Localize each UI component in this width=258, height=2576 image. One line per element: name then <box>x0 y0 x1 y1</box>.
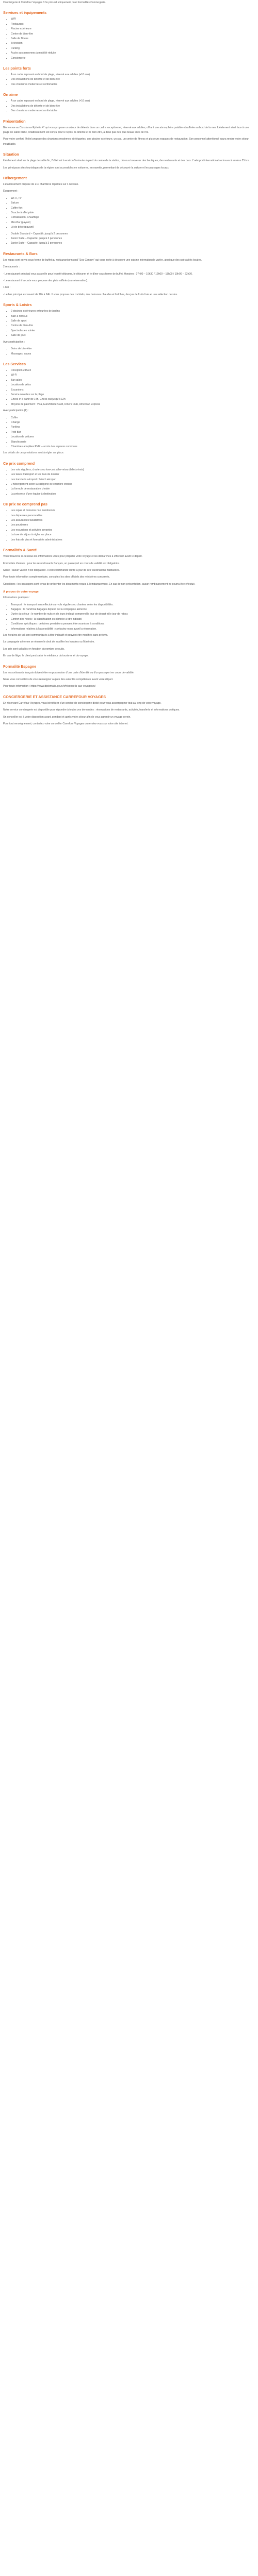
hebergement-sub: Équipement : <box>3 190 19 193</box>
sports-paid-list <box>3 347 255 357</box>
formalites-paragraph: Pour toute information complémentaire, consultez les sites officiels des ministères concernés. <box>3 575 110 579</box>
hebergement-intro: L'établissement dispose de 210 chambres réparties sur 4 niveaux. <box>3 182 79 186</box>
list-item: • Service navettes sur la plage <box>11 393 255 397</box>
list-item: • Durée du séjour : le nombre de nuits et de jours indiqué comprend le jour de départ et le jour de retour. <box>11 612 255 617</box>
presentation-paragraph: Pour votre confort, l'hôtel propose des chambres modernes et élégantes, une piscine extérieure, un spa, un centre de fitness et plusieurs espaces de restauration. Son personnel attentionné saura rendre votre séjour inoubliable. <box>3 138 249 146</box>
list-item: • Massages, sauna <box>11 352 255 357</box>
list-item: • Transport : le transport sera effectué sur vols réguliers ou charters selon les disponibilités. <box>11 603 255 607</box>
situation-paragraph: Les principaux sites touristiques de la région sont accessibles en voiture ou en navette, permettant de découvrir la culture et les paysages locaux. <box>3 166 170 170</box>
apropos-paragraph: Les prix sont calculés en fonction du nombre de nuits. <box>3 647 65 651</box>
list-item: • Coffre <box>11 416 255 420</box>
list-item: • Salle de fitness <box>11 37 255 41</box>
formalites-paragraph: Formalités d'entrée : pour les ressortissants français, un passeport en cours de validité est obligatoire. <box>3 562 120 565</box>
list-item: • Informations relatives à l'accessibilité : contactez-nous avant la réservation. <box>11 627 255 632</box>
conciergerie-paragraph: En réservant Carrefour Voyages, vous bénéficiez d'un service de conciergerie dédié pour vous accompagner tout au long de votre voyage. <box>3 701 162 705</box>
list-item: • Centre de bien-être <box>11 324 255 328</box>
list-item: • Les dépenses personnelles <box>11 514 255 518</box>
points-forts-list <box>3 73 255 87</box>
restaurants-paragraph: - Le bar principal est ouvert de 10h à 24h. Il vous propose des cocktails, des boissons chaudes et fraîches, des jus de fruits frais et une sélection de vins. <box>3 293 178 296</box>
section-title-conciergerie: CONCIERGERIE ET ASSISTANCE CARREFOUR VOYAGES <box>3 694 106 699</box>
espagne-paragraph: Pour toute information : https://www.diplomatie.gouv.fr/fr/conseils-aux-voyageurs/ <box>3 685 96 688</box>
restaurants-paragraph: - Le restaurant principal vous accueille pour le petit-déjeuner, le déjeuner et le dîner sous forme de buffet. Horaires : 07h00 – 10h30 / 12h00 – 15h00 / 19h00 – 22h00. <box>3 272 193 276</box>
restaurants-paragraph: - Le restaurant à la carte vous propose des plats raffinés (sur réservation). <box>3 279 88 283</box>
section-title-hebergement: Hébergement <box>3 175 27 180</box>
list-item: • Des installations de détente et de bien-être <box>11 77 255 82</box>
list-item: • Des chambres modernes et confortables <box>11 109 255 113</box>
list-item: • Petit-Bar <box>11 430 255 435</box>
list-item: • Les vols réguliers, charters ou low-cost aller-retour (billets émis) <box>11 468 255 472</box>
section-title-formalites-sante: Formalités & Santé <box>3 548 37 553</box>
list-item: • WiFi <box>11 17 255 22</box>
restaurants-paragraph: 2 restaurants : <box>3 265 20 269</box>
restaurants-paragraph: Les repas sont servis sous forme de buffet au restaurant principal "Sea Canopy" qui vous invite à découvrir une cuisine internationale variée, ainsi que des spécialités locales. <box>3 258 202 262</box>
apropos-paragraph: En cas de litige, le client peut saisir le médiateur du tourisme et du voyage. <box>3 654 89 658</box>
list-item: • Salle de jeux <box>11 333 255 338</box>
list-item: • Wi-Fi, TV <box>11 196 255 201</box>
list-item: • Les assurances facultatives <box>11 518 255 523</box>
list-item: • Confort des hôtels : la classification est donnée à titre indicatif. <box>11 617 255 622</box>
conciergerie-paragraph: Notre service conciergerie est disponible pour répondre à toutes vos demandes : réservations de restaurants, activités, transferts et informations pratiques. <box>3 708 180 712</box>
list-item: • Accès aux personnes à mobilité réduite <box>11 51 255 56</box>
list-item: • Des chambres modernes et confortables <box>11 82 255 87</box>
prix-comprend-list <box>3 468 255 497</box>
list-item: • Les repas et boissons non mentionnés <box>11 509 255 513</box>
list-item: • Douche à effet pluie <box>11 211 255 215</box>
list-item: • Centre de bien-être <box>11 32 255 37</box>
room-item: • Junior Suite – Capacité: jusqu'à 3 personnes <box>11 241 255 246</box>
list-item: • Chambres adaptées PMR – accès des espaces communs <box>11 445 255 449</box>
list-item: • Bar salon <box>11 378 255 383</box>
list-item: • Bagages : la franchise bagages dépend de la compagnie aérienne. <box>11 607 255 612</box>
content-column <box>0 0 258 726</box>
apropos-paragraph: Les horaires de vol sont communiqués à titre indicatif et peuvent être modifiés sans préavis. <box>3 633 108 637</box>
list-item: • Lit de bébé (payant) <box>11 225 255 230</box>
list-item: • Soins de bien-être <box>11 347 255 351</box>
services-list <box>3 17 255 61</box>
section-title-on-aime: On aime <box>3 92 18 97</box>
list-item: • La présence d'une équipe à destination <box>11 492 255 497</box>
room-item: • Junior Suite – Capacité: jusqu'à 2 personnes <box>11 236 255 241</box>
espagne-paragraph: Nous vous conseillons de vous renseigner auprès des autorités compétentes avant votre départ. <box>3 678 114 681</box>
list-item: • Les frais de visa et formalités administratives <box>11 538 255 543</box>
list-item: • Parking <box>11 425 255 430</box>
sports-list <box>3 309 255 338</box>
room-item: • Double Standard – Capacité: jusqu'à 2 personnes <box>11 232 255 236</box>
list-item: • Piscine extérieure <box>11 27 255 31</box>
list-item: • Conditions spécifiques : certaines prestations peuvent être soumises à conditions. <box>11 622 255 626</box>
section-title-prix-comprend: Ce prix comprend <box>3 461 35 466</box>
section-title-prix-ne-comprend: Ce prix ne comprend pas <box>3 502 47 507</box>
list-item: • Balcon <box>11 201 255 206</box>
list-item: • Conciergerie <box>11 56 255 61</box>
on-aime-list <box>3 99 255 113</box>
list-item: • Télévision <box>11 41 255 46</box>
restaurants-paragraph: 1 bar : <box>3 286 11 290</box>
apropos-intro: Informations pratiques : <box>3 596 30 600</box>
list-item: • Coffre-fort <box>11 206 255 211</box>
section-title-points-forts: Les points forts <box>3 66 31 71</box>
section-title-apropos: À propos de votre voyage <box>3 590 39 594</box>
section-title-restaurants: Restaurants & Bars <box>3 251 38 256</box>
list-item: • Parking <box>11 46 255 51</box>
intro-text: Conciergerie & Carrefour Voyages / Ce prix est uniquement pour Formalités Conciergerie. <box>3 1 106 4</box>
list-item: • Les transferts aéroport / hôtel / aéroport <box>11 478 255 482</box>
list-item: • Moyens de paiement : Visa, Euro/MasterCard, Diners Club, American Express <box>11 402 255 407</box>
list-item: • Les taxes d'aéroport et les frais de dossier <box>11 472 255 477</box>
hebergement-list <box>3 196 255 230</box>
list-item: • La formule de restauration choisie <box>11 487 255 492</box>
list-item: • Location de voitures <box>11 435 255 439</box>
formalites-paragraph: Santé : aucun vaccin n'est obligatoire. Il est recommandé d'être à jour de ses vaccinations habituelles. <box>3 568 120 572</box>
prix-ne-comprend-list <box>3 509 255 543</box>
services-detail-list <box>3 368 255 407</box>
list-item: • L'hébergement selon la catégorie de chambre choisie <box>11 482 255 487</box>
section-title-formalite-espagne: Formalité Espagne <box>3 664 37 669</box>
list-item: • La taxe de séjour à régler sur place <box>11 533 255 537</box>
sports-sub: Avec participation : <box>3 340 25 344</box>
participation-sub: Avec participation (€) : <box>3 409 29 413</box>
list-item: • Location de vélos <box>11 383 255 387</box>
apropos-paragraph: La compagnie aérienne se réserve le droit de modifier les horaires ou l'itinéraire. <box>3 640 95 644</box>
conciergerie-paragraph: Pour tout renseignement, contactez votre conseiller Carrefour Voyages ou rendez-vous sur notre site internet. <box>3 722 128 726</box>
list-item: • Spectacles en soirée <box>11 329 255 333</box>
list-item: • Blanchisserie <box>11 440 255 445</box>
participation-note: Les détails de ces prestations sont à régler sur place. <box>3 451 64 455</box>
list-item: • Des installations de détente et de bien-être <box>11 104 255 109</box>
list-item: • Réception 24h/24 <box>11 368 255 373</box>
list-item: • Wi-Fi <box>11 373 255 378</box>
list-item: • Salle de sport <box>11 319 255 324</box>
list-item: • À un cadre reposant en bord de plage, réservé aux adultes (+16 ans) <box>11 73 255 77</box>
list-item: • 2 piscines extérieures entourées de jardins <box>11 309 255 314</box>
espagne-paragraph: Les ressortissants français doivent être en possession d'une carte d'identité ou d'un passeport en cours de validité. <box>3 671 135 674</box>
formalites-paragraph: Conditions : les passagers sont tenus de présenter les documents requis à l'embarquement. En cas de non-présentation, aucun remboursement ne pourra être effectué. <box>3 582 196 586</box>
presentation-paragraph: Bienvenue au Constance Ephelia 4* qui vous propose un séjour de détente dans un cadre exceptionnel, réservé aux adultes, offrant une atmosphère paisible et raffinée au bord de la mer. Idéalement situé face à une plage de sable blanc, l'établissement est conçu pour le repos, la détente et le bien-être, à deux pas des plus beaux sites de l'île. <box>3 126 249 134</box>
section-title-presentation: Présentation <box>3 118 26 124</box>
formalites-paragraph: Vous trouverez ci-dessous les informations utiles pour préparer votre voyage et les démarches à effectuer avant le départ. <box>3 555 143 558</box>
list-item: • Change <box>11 420 255 425</box>
list-item: • Bain à remous <box>11 314 255 319</box>
situation-paragraph: Idéalement situé sur la plage de sable fin, l'hôtel est à environ 5 minutes à pied du centre de la station, où vous trouverez des boutiques, des restaurants et des bars. L'aéroport international se trouve à environ 25 km. <box>3 159 250 163</box>
section-title-services: Les Services <box>3 361 26 366</box>
apropos-list <box>3 603 255 632</box>
list-item: • Restaurant <box>11 22 255 27</box>
list-item: • Les excursions et activités payantes <box>11 528 255 533</box>
rooms-list <box>3 232 255 246</box>
participation-list <box>3 416 255 450</box>
section-title-situation: Situation <box>3 152 19 157</box>
list-item: • Mini-Bar (payant) <box>11 221 255 225</box>
list-item: • Les pourboires <box>11 523 255 528</box>
list-item: • Excursions <box>11 388 255 393</box>
list-item: • Climatisation, Chauffage <box>11 215 255 220</box>
section-title-sports: Sports & Loisirs <box>3 302 32 308</box>
list-item: • À un cadre reposant en bord de plage, réservé aux adultes (+16 ans) <box>11 99 255 104</box>
list-item: • Check-in à partir de 14h, Check-out jusqu'à 12h <box>11 397 255 402</box>
conciergerie-paragraph: Un conseiller est à votre disposition avant, pendant et après votre séjour afin de vous garantir un voyage serein. <box>3 715 131 719</box>
section-title-services-equipements: Services et équipements <box>3 10 47 15</box>
